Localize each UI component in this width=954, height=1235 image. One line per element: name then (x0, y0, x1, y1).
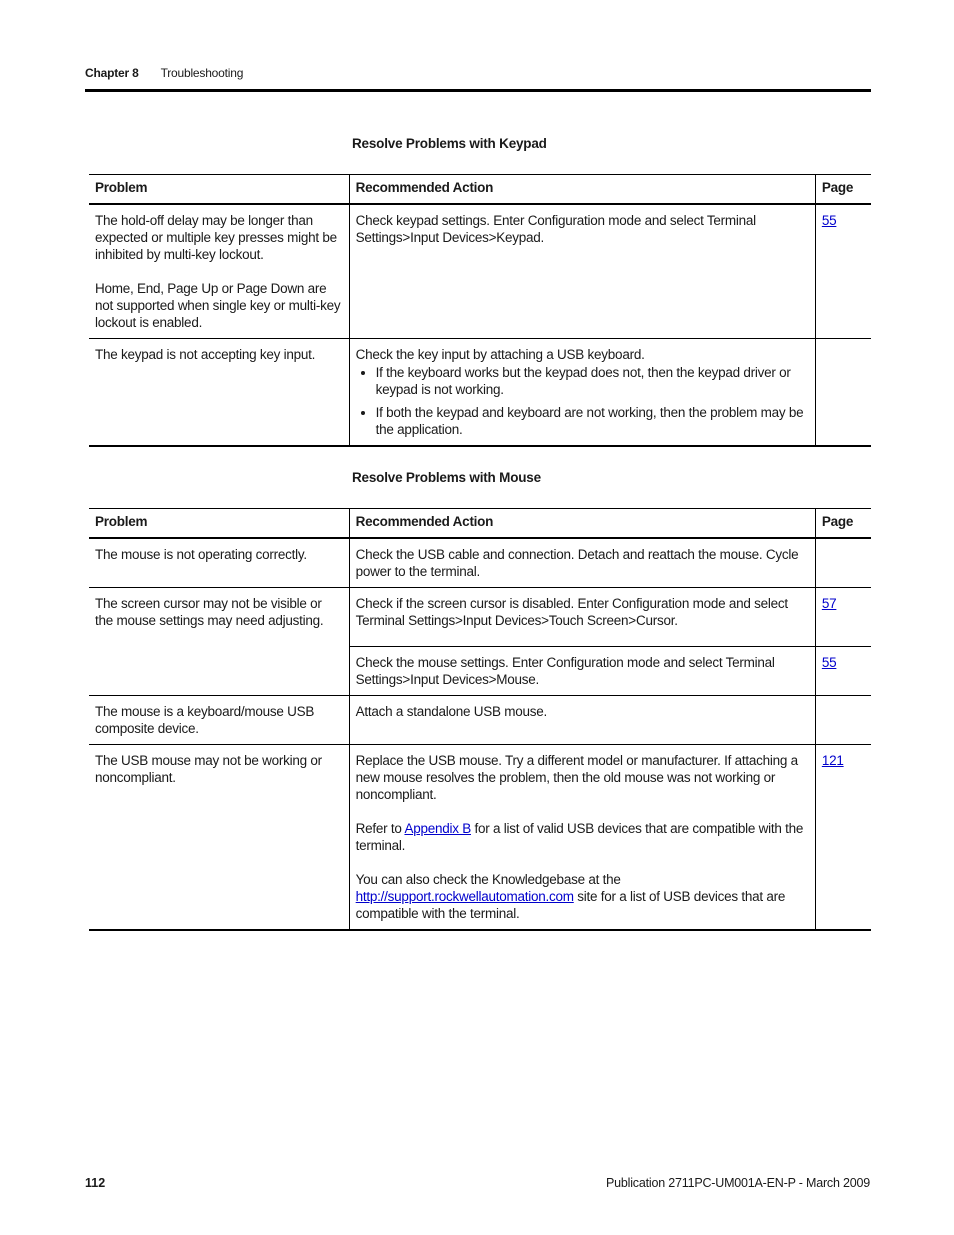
page-link[interactable]: 55 (821, 213, 837, 228)
mouse-table-title: Resolve Problems with Mouse (352, 470, 541, 485)
col-recommended-action: Recommended Action (349, 175, 815, 205)
chapter-label: Chapter 8 (85, 66, 139, 80)
action-bullet: • If the keyboard works but the keypad does not, then the keypad driver or keypad is not working. (376, 364, 809, 398)
action-cell: Check if the screen cursor is disabled. Enter Configuration mode and select Terminal Settings>Input Devices>Touch Screen>Cursor. (349, 588, 815, 647)
page-cell (815, 339, 871, 447)
table-row (89, 204, 871, 339)
col-problem: Problem (89, 175, 349, 205)
appendix-b-link[interactable]: Appendix B (404, 821, 471, 836)
problem-cell: The mouse is not operating correctly. (89, 538, 349, 588)
page-cell (815, 647, 871, 696)
keypad-table-header (89, 175, 871, 205)
page-cell (815, 696, 871, 745)
action-intro: Check the key input by attaching a USB keyboard. (355, 347, 645, 362)
action-text (356, 871, 809, 922)
col-problem: Problem (89, 509, 349, 539)
action-text: Replace the USB mouse. Try a different model or manufacturer. If attaching a new mouse resolves the problem, then the old mouse was not working or noncompliant. (355, 753, 798, 802)
running-header (85, 66, 243, 80)
col-recommended-action: Recommended Action (349, 509, 815, 539)
problem-cell: The mouse is a keyboard/mouse USB composite device. (89, 696, 349, 745)
action-cell (349, 339, 815, 447)
page-number: 112 (85, 1176, 106, 1190)
action-cell: Check the mouse settings. Enter Configuration mode and select Terminal Settings>Input Devices>Mouse. (349, 647, 815, 696)
table-row (89, 696, 871, 745)
action-cell (349, 745, 815, 931)
page-cell (815, 204, 871, 339)
refer-suffix: for a list of valid USB devices that are compatible with the terminal. (355, 821, 804, 853)
page-link[interactable]: 57 (821, 596, 837, 611)
action-text (356, 820, 809, 854)
mouse-table-header (89, 509, 871, 539)
section-label: Troubleshooting (160, 66, 244, 80)
table-row (89, 339, 871, 447)
col-page: Page (815, 175, 871, 205)
problem-cell: The screen cursor may not be visible or the mouse settings may need adjusting. (89, 588, 349, 696)
action-bullet-list (356, 364, 809, 438)
mouse-table (89, 508, 871, 931)
action-cell: Check keypad settings. Enter Configuration mode and select Terminal Settings>Input Devices>Keypad. (349, 204, 815, 339)
kb-suffix: site for a list of USB devices that are compatible with the terminal. (355, 889, 786, 921)
page-cell (815, 588, 871, 647)
header-rule (85, 89, 871, 92)
publication-info: Publication 2711PC-UM001A-EN-P - March 2009 (606, 1176, 870, 1190)
refer-prefix: Refer to (355, 821, 405, 836)
action-cell: Attach a standalone USB mouse. (349, 696, 815, 745)
problem-text: Home, End, Page Up or Page Down are not supported when single key or multi-key lockout is enabled. (95, 281, 341, 330)
keypad-table-title: Resolve Problems with Keypad (352, 136, 547, 151)
problem-cell (89, 204, 349, 339)
kb-prefix: You can also check the Knowledgebase at the (355, 872, 621, 887)
keypad-table (89, 174, 871, 447)
knowledgebase-link[interactable]: http://support.rockwellautomation.com (355, 889, 574, 904)
table-row (89, 588, 871, 647)
action-cell: Check the USB cable and connection. Detach and reattach the mouse. Cycle power to the terminal. (349, 538, 815, 588)
problem-cell: The keypad is not accepting key input. (89, 339, 349, 447)
page-cell (815, 745, 871, 931)
page-link[interactable]: 121 (821, 753, 844, 768)
col-page: Page (815, 509, 871, 539)
page-link[interactable]: 55 (821, 655, 837, 670)
table-row (89, 538, 871, 588)
problem-text: The hold-off delay may be longer than expected or multiple key presses might be inhibited by multi-key lockout. (95, 213, 337, 262)
table-row (89, 745, 871, 931)
page-cell (815, 538, 871, 588)
action-bullet: • If both the keypad and keyboard are not working, then the problem may be the application. (376, 404, 809, 438)
problem-cell: The USB mouse may not be working or noncompliant. (89, 745, 349, 931)
